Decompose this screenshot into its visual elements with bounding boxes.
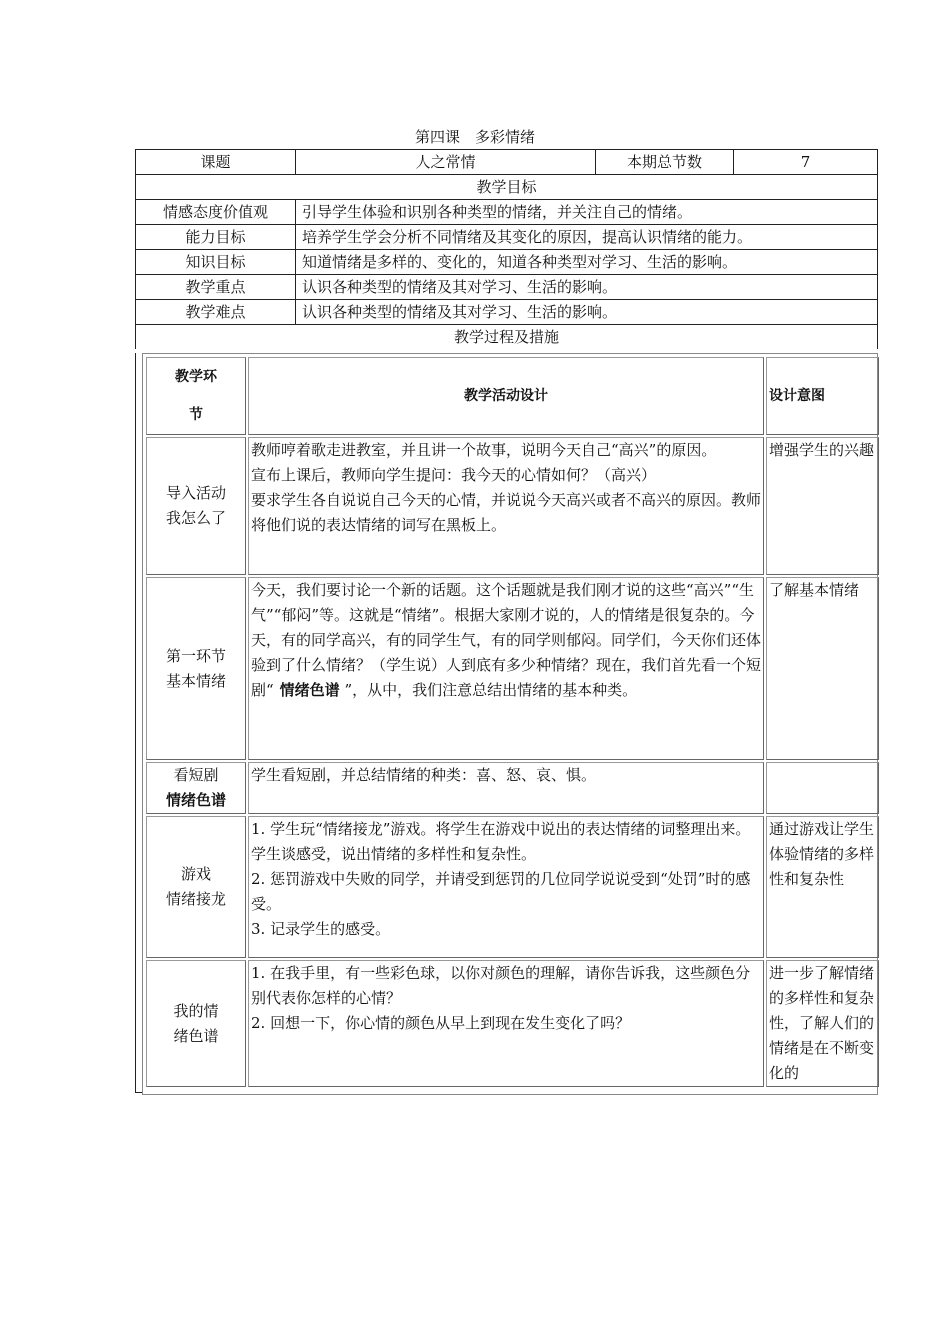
goals-header: 教学目标 <box>136 175 878 200</box>
goal-label: 知识目标 <box>136 250 296 275</box>
table-row <box>146 816 879 958</box>
activity-cell: 今天，我们要讨论一个新的话题。这个话题就是我们刚才说的这些“高兴”“生气”“郁闷”等。这就是“情绪”。根据大家刚才说的，人的情绪是很复杂的。今天，有的同学高兴，有的同学生气，有的同学则郁闷。同学们，今天你们还体验到了什么情绪？（学生说）人到底有多少种情绪？现在，我们首先看一个短剧“ 情绪色谱 ”，从中，我们注意总结出情绪的基本种类。 <box>248 577 764 760</box>
goal-label: 能力目标 <box>136 225 296 250</box>
intent-cell: 通过游戏让学生体验情绪的多样性和复杂性 <box>766 816 879 958</box>
stage-header: 教学环 节 <box>146 357 246 435</box>
intent-header: 设计意图 <box>766 357 879 435</box>
activity-cell: 1. 在我手里，有一些彩色球，以你对颜色的理解，请你告诉我，这些颜色分别代表你怎样的心情？ 2. 回想一下，你心情的颜色从早上到现在发生变化了吗？ <box>248 960 764 1087</box>
stage-cell: 看短剧 情绪色谱 <box>146 762 246 814</box>
period-value: 7 <box>734 150 878 175</box>
lesson-title: 第四课 多彩情绪 <box>414 128 535 146</box>
goal-value: 认识各种类型的情绪及其对学习、生活的影响。 <box>296 275 878 300</box>
goal-value: 引导学生体验和识别各种类型的情绪，并关注自己的情绪。 <box>296 200 878 225</box>
stage-cell: 第一环节 基本情绪 <box>146 577 246 760</box>
table-row <box>146 437 879 575</box>
stage-cell: 我的情 绪色谱 <box>146 960 246 1087</box>
table-row <box>146 960 879 1087</box>
table-row <box>146 577 879 760</box>
intent-cell: 增强学生的兴趣 <box>766 437 879 575</box>
activity-cell: 学生看短剧，并总结情绪的种类：喜、怒、哀、惧。 <box>248 762 764 814</box>
intent-cell <box>766 762 879 814</box>
stage-cell: 导入活动 我怎么了 <box>146 437 246 575</box>
left-border-line <box>135 353 136 1093</box>
topic-row <box>136 150 878 175</box>
goal-row <box>136 225 878 250</box>
goal-row <box>136 250 878 275</box>
goal-value: 知道情绪是多样的、变化的，知道各种类型对学习、生活的影响。 <box>296 250 878 275</box>
intent-cell: 进一步了解情绪的多样性和复杂性，了解人们的情绪是在不断变化的 <box>766 960 879 1087</box>
goal-row <box>136 200 878 225</box>
period-label: 本期总节数 <box>596 150 734 175</box>
goal-label: 情感态度价值观 <box>136 200 296 225</box>
stage-cell: 游戏 情绪接龙 <box>146 816 246 958</box>
goal-value: 认识各种类型的情绪及其对学习、生活的影响。 <box>296 300 878 325</box>
activity-cell: 1. 学生玩“情绪接龙”游戏。将学生在游戏中说出的表达情绪的词整理出来。学生谈感受，说出情绪的多样性和复杂性。 2. 惩罚游戏中失败的同学，并请受到惩罚的几位同学说说受到“处罚”时的感受。 3. 记录学生的感受。 <box>248 816 764 958</box>
drama-title: 情绪色谱 <box>279 681 340 699</box>
activity-header: 教学活动设计 <box>248 357 764 435</box>
goal-label: 教学难点 <box>136 300 296 325</box>
lesson-info-table <box>135 149 878 349</box>
process-header-row <box>146 357 879 435</box>
process-header: 教学过程及措施 <box>136 325 878 350</box>
teaching-process-table <box>144 355 881 1089</box>
activity-cell: 教师哼着歌走进教室，并且讲一个故事，说明今天自己“高兴”的原因。 宣布上课后，教师向学生提问：我今天的心情如何？（高兴） 要求学生各自说说自己今天的心情，并说说今天高兴或者不高兴的原因。教师将他们说的表达情绪的词写在黑板上。 <box>248 437 764 575</box>
table-row <box>146 762 879 814</box>
topic-label: 课题 <box>136 150 296 175</box>
goals-header-row <box>136 175 878 200</box>
goal-value: 培养学生学会分析不同情绪及其变化的原因，提高认识情绪的能力。 <box>296 225 878 250</box>
goal-row <box>136 275 878 300</box>
intent-cell: 了解基本情绪 <box>766 577 879 760</box>
goal-label: 教学重点 <box>136 275 296 300</box>
topic-value: 人之常情 <box>296 150 596 175</box>
process-header-row <box>136 325 878 350</box>
goal-row <box>136 300 878 325</box>
